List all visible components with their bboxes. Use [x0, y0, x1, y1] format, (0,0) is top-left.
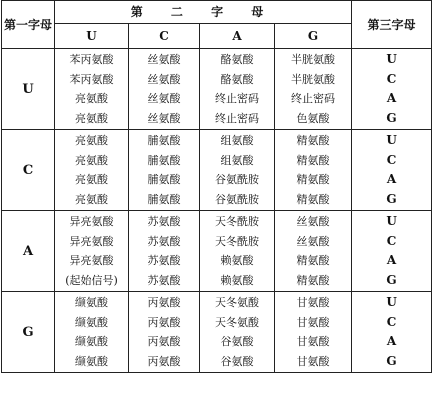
first-base-label: A [2, 211, 55, 292]
second-base-a: A [200, 24, 275, 49]
amino-acid-cell [275, 130, 352, 211]
first-base-label: G [2, 292, 55, 373]
amino-acid-name: 苏氨酸 [147, 273, 181, 287]
amino-acid-name: 组氨酸 [220, 134, 254, 147]
amino-acid-name: 谷氨酸 [220, 354, 254, 368]
amino-acid-cell [129, 130, 200, 211]
amino-acid-cell [55, 211, 129, 292]
amino-acid-cell [275, 211, 352, 292]
amino-acid-name: 丝氨酸 [147, 92, 181, 105]
amino-acid-cell [55, 49, 129, 130]
amino-acid-name: 苏氨酸 [147, 234, 181, 248]
second-letter-header [55, 1, 352, 24]
amino-acid-name: 谷氨酰胺 [215, 173, 259, 186]
amino-acid-name: 甘氨酸 [296, 315, 330, 329]
amino-acid-name: 精氨酸 [296, 192, 330, 206]
third-base-cell [352, 211, 432, 292]
amino-acid-name: 丙氨酸 [147, 335, 181, 348]
third-base-label: U [386, 214, 397, 228]
amino-acid-name: 谷氨酸 [220, 335, 254, 348]
amino-acid-name: 缬氨酸 [75, 354, 108, 368]
amino-acid-name: 亮氨酸 [75, 153, 108, 167]
codon-row-c [2, 130, 432, 211]
second-letter-header-text: 第 二 字 母 [130, 5, 276, 19]
third-base-label: A [386, 334, 397, 348]
codon-table [1, 0, 432, 373]
amino-acid-name: 丝氨酸 [147, 53, 181, 66]
third-base-label: G [386, 272, 397, 287]
amino-acid-name: 精氨酸 [296, 254, 330, 267]
amino-acid-name: 酪氨酸 [220, 72, 254, 86]
amino-acid-name: 半胱氨酸 [291, 72, 336, 86]
amino-acid-name: 亮氨酸 [75, 192, 108, 206]
first-letter-header: 第一字母 [2, 1, 55, 49]
amino-acid-name: 天冬氨酸 [215, 296, 259, 309]
amino-acid-name: 精氨酸 [296, 134, 330, 147]
amino-acid-cell [275, 292, 352, 373]
first-base-label: U [2, 49, 55, 130]
amino-acid-name: 终止密码 [291, 92, 336, 105]
amino-acid-name: 丝氨酸 [147, 72, 181, 86]
amino-acid-name: 天冬氨酸 [215, 315, 259, 329]
amino-acid-name: 缬氨酸 [75, 315, 108, 329]
amino-acid-name: 半胱氨酸 [291, 53, 336, 66]
third-base-cell [352, 130, 432, 211]
amino-acid-name: 甘氨酸 [296, 354, 330, 368]
second-base-g: G [275, 24, 352, 49]
third-base-label: A [386, 91, 397, 105]
amino-acid-name: 精氨酸 [296, 153, 330, 167]
amino-acid-cell [55, 292, 129, 373]
amino-acid-name: 丙氨酸 [147, 315, 181, 329]
third-base-label: G [386, 110, 397, 125]
amino-acid-name: 终止密码 [215, 111, 259, 125]
amino-acid-cell [129, 211, 200, 292]
third-base-cell [352, 49, 432, 130]
amino-acid-name: 亮氨酸 [75, 134, 108, 147]
amino-acid-name: 缬氨酸 [75, 296, 108, 309]
first-base-label: C [2, 130, 55, 211]
amino-acid-name: 苏氨酸 [147, 215, 181, 228]
amino-acid-cell [55, 130, 129, 211]
second-base-c: C [129, 24, 200, 49]
third-base-label: C [386, 152, 397, 167]
amino-acid-name: 精氨酸 [296, 173, 330, 186]
third-base-label: C [386, 233, 397, 248]
third-base-label: G [386, 191, 397, 206]
third-base-label: U [386, 133, 397, 147]
amino-acid-cell [200, 292, 275, 373]
amino-acid-cell [200, 130, 275, 211]
amino-acid-name: 赖氨酸 [220, 254, 254, 267]
third-base-label: G [386, 353, 397, 368]
third-base-label: U [386, 295, 397, 309]
amino-acid-cell [129, 292, 200, 373]
codon-body [2, 49, 432, 373]
amino-acid-name: 赖氨酸 [220, 273, 254, 287]
amino-acid-cell [200, 49, 275, 130]
codon-row-a [2, 211, 432, 292]
amino-acid-name: 苯丙氨酸 [69, 53, 114, 66]
amino-acid-name: 异亮氨酸 [69, 254, 114, 267]
amino-acid-name: 酪氨酸 [220, 53, 254, 66]
amino-acid-name: 苏氨酸 [147, 254, 181, 267]
amino-acid-name: 终止密码 [215, 92, 259, 105]
third-base-label: U [386, 52, 397, 66]
amino-acid-name: 脯氨酸 [147, 173, 181, 186]
amino-acid-name: 亮氨酸 [75, 173, 108, 186]
amino-acid-name: 缬氨酸 [75, 335, 108, 348]
amino-acid-cell [275, 49, 352, 130]
amino-acid-name: 丙氨酸 [147, 296, 181, 309]
amino-acid-name: 丙氨酸 [147, 354, 181, 368]
amino-acid-name: 亮氨酸 [75, 111, 108, 125]
amino-acid-name: 谷氨酰胺 [215, 192, 259, 206]
third-base-label: C [386, 314, 397, 329]
third-base-label: A [386, 253, 397, 267]
amino-acid-name: 异亮氨酸 [69, 215, 114, 228]
amino-acid-name: (起始信号) [65, 273, 118, 287]
amino-acid-cell [200, 211, 275, 292]
amino-acid-name: 异亮氨酸 [69, 234, 114, 248]
codon-row-u [2, 49, 432, 130]
second-base-u: U [55, 24, 129, 49]
amino-acid-name: 天冬酰胺 [215, 234, 259, 248]
amino-acid-name: 丝氨酸 [296, 215, 330, 228]
amino-acid-name: 丝氨酸 [147, 111, 181, 125]
amino-acid-name: 苯丙氨酸 [69, 72, 114, 86]
third-base-label: C [386, 71, 397, 86]
amino-acid-name: 甘氨酸 [296, 335, 330, 348]
amino-acid-name: 色氨酸 [296, 111, 330, 125]
third-base-label: A [386, 172, 397, 186]
header-row [2, 1, 432, 24]
third-letter-header: 第三字母 [352, 1, 432, 49]
amino-acid-name: 脯氨酸 [147, 134, 181, 147]
amino-acid-name: 精氨酸 [296, 273, 330, 287]
amino-acid-name: 天冬酰胺 [215, 215, 259, 228]
amino-acid-name: 脯氨酸 [147, 192, 181, 206]
third-base-cell [352, 292, 432, 373]
amino-acid-name: 组氨酸 [220, 153, 254, 167]
codon-row-g [2, 292, 432, 373]
amino-acid-name: 亮氨酸 [75, 92, 108, 105]
amino-acid-name: 甘氨酸 [296, 296, 330, 309]
amino-acid-name: 脯氨酸 [147, 153, 181, 167]
amino-acid-cell [129, 49, 200, 130]
amino-acid-name: 丝氨酸 [296, 234, 330, 248]
